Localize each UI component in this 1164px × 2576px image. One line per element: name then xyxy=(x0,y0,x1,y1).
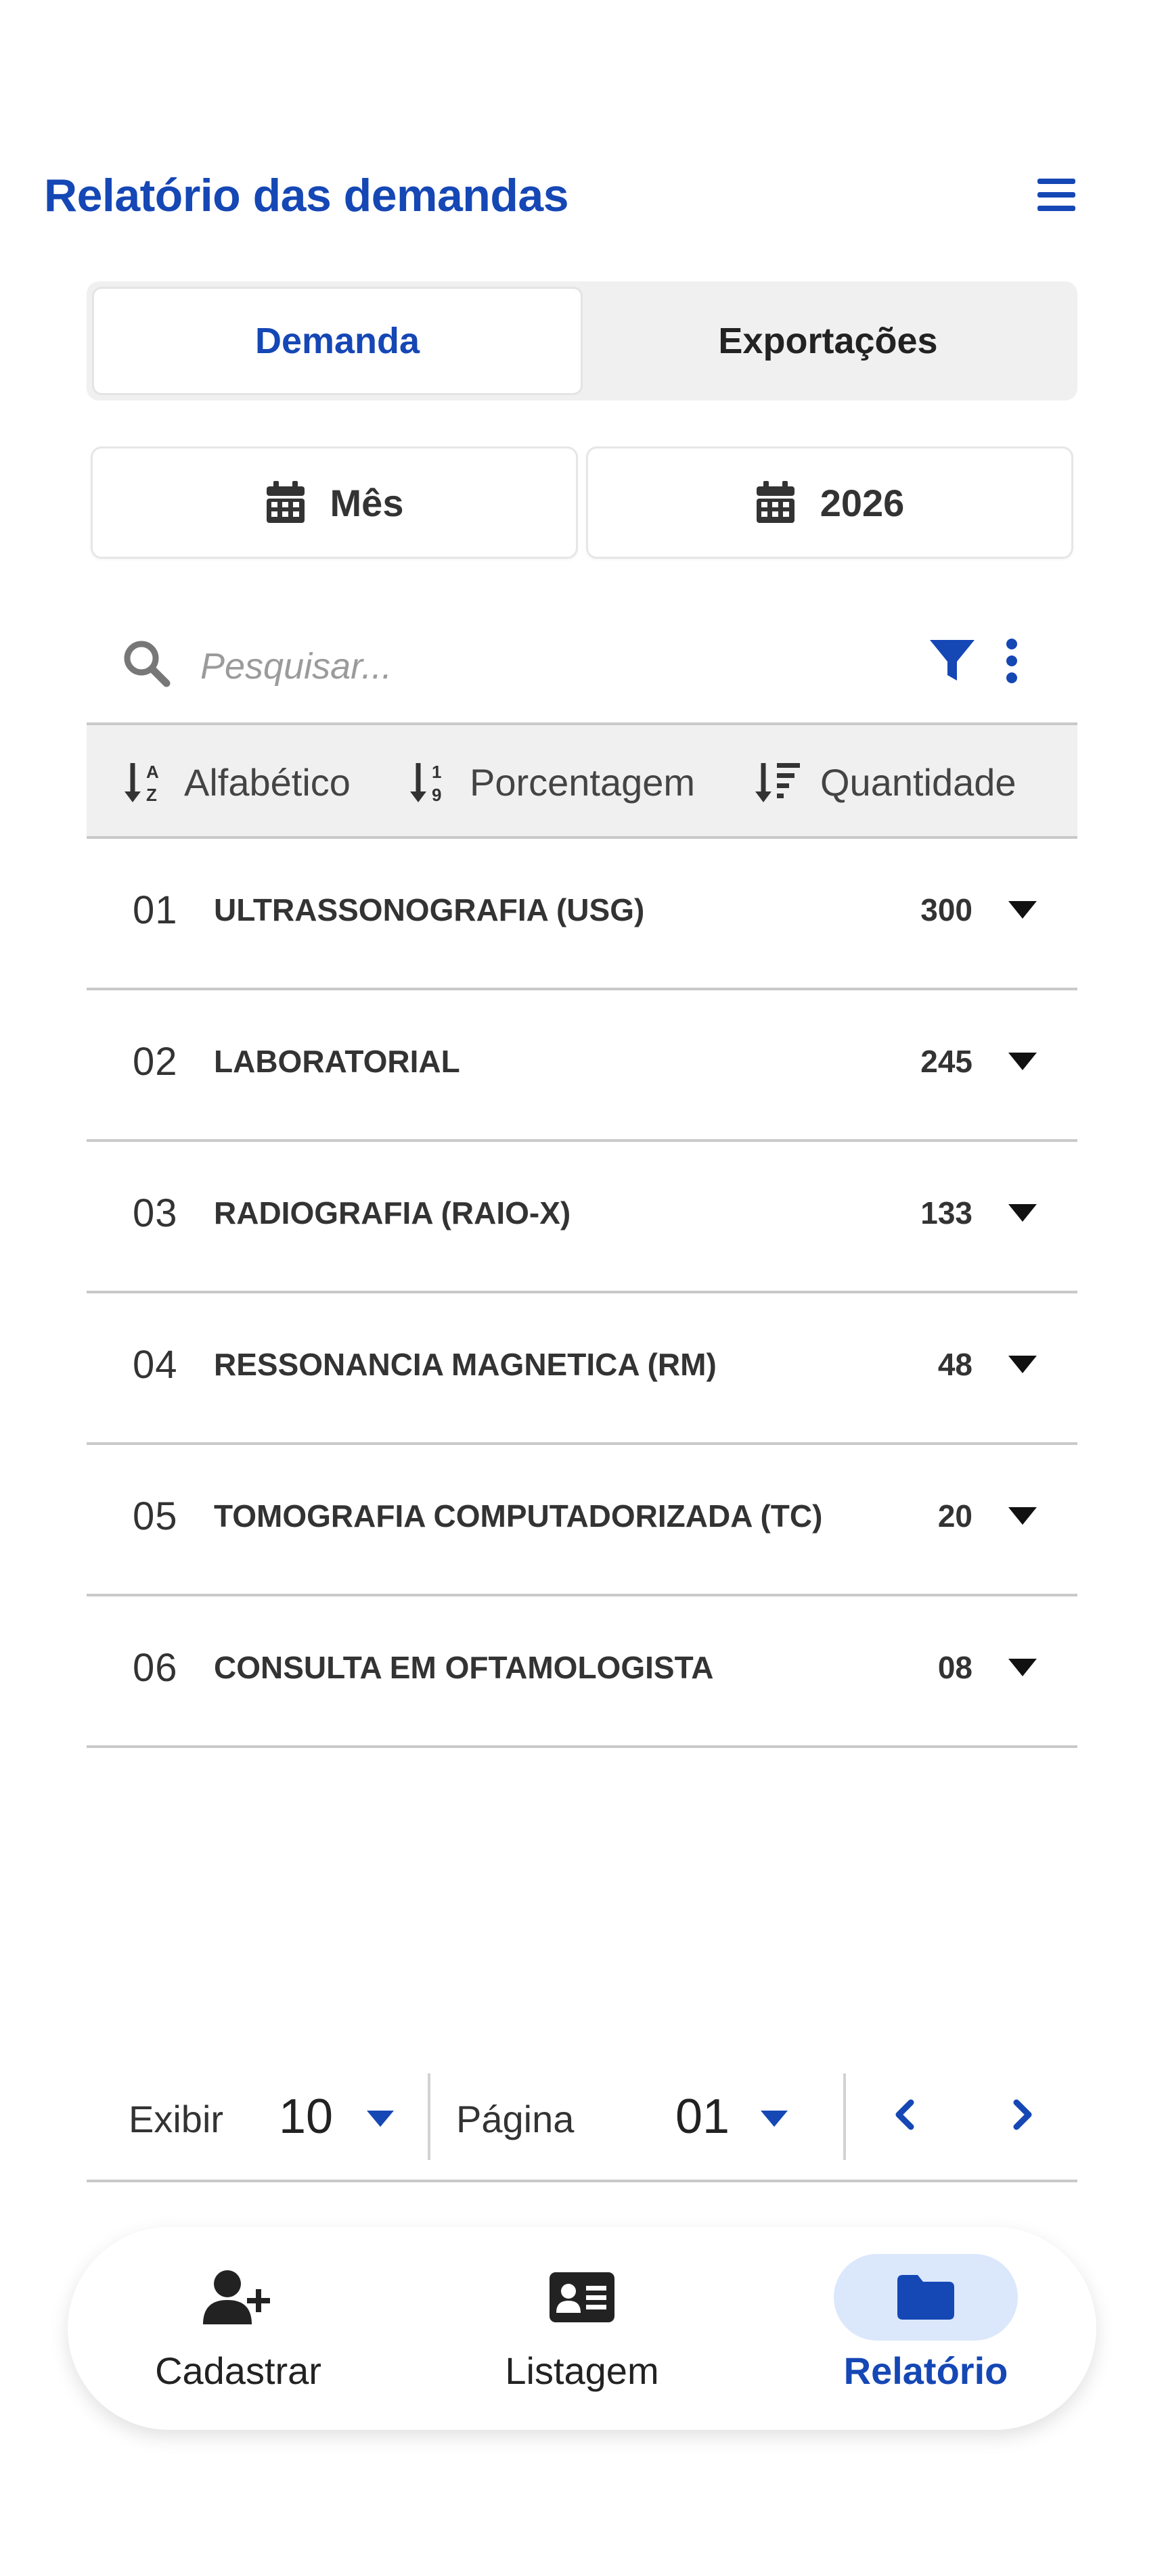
row-quantity: 20 xyxy=(937,1498,972,1534)
divider xyxy=(428,2073,430,2160)
calendar-icon xyxy=(755,481,796,524)
tab-demanda[interactable]: Demanda xyxy=(92,287,583,395)
sort-numeric-icon xyxy=(410,760,452,804)
page-label: Página xyxy=(456,2098,575,2140)
row-quantity: 300 xyxy=(920,892,972,927)
id-card-icon xyxy=(550,2272,614,2322)
month-label: Mês xyxy=(330,481,404,524)
filter-icon[interactable] xyxy=(928,637,976,685)
folder-icon xyxy=(897,2275,954,2320)
pagination-bar xyxy=(87,2056,1077,2182)
segmented-tabs xyxy=(87,281,1077,400)
row-quantity: 48 xyxy=(937,1347,972,1382)
row-name: ULTRASSONOGRAFIA (USG) xyxy=(214,892,645,927)
svg-text:9: 9 xyxy=(432,785,442,804)
caret-down-icon[interactable] xyxy=(1008,1356,1037,1373)
calendar-icon xyxy=(265,481,306,524)
sort-percentage-label: Porcentagem xyxy=(470,760,696,804)
nav-listagem[interactable] xyxy=(447,2254,717,2410)
sort-alpha-icon xyxy=(125,760,166,804)
nav-label: Relatório xyxy=(843,2349,1008,2392)
row-number: 02 xyxy=(133,1040,178,1084)
show-label: Exibir xyxy=(129,2098,224,2140)
row-name: LABORATORIAL xyxy=(214,1044,460,1079)
chevron-left-icon[interactable] xyxy=(885,2094,926,2135)
month-selector[interactable] xyxy=(91,446,578,559)
sort-alphabetical-button[interactable] xyxy=(125,758,351,806)
search-input[interactable] xyxy=(200,639,809,693)
nav-relatorio[interactable] xyxy=(790,2254,1061,2410)
row-name: TOMOGRAFIA COMPUTADORIZADA (TC) xyxy=(214,1498,823,1534)
row-number: 01 xyxy=(133,888,178,932)
page-title: Relatório das demandas xyxy=(44,170,569,221)
sort-bar xyxy=(87,722,1077,839)
sort-amount-icon xyxy=(755,760,803,804)
list-item[interactable] xyxy=(87,1293,1077,1445)
caret-down-icon[interactable] xyxy=(1008,1659,1037,1676)
row-quantity: 245 xyxy=(920,1044,972,1079)
user-plus-icon xyxy=(203,2269,273,2326)
row-number: 06 xyxy=(133,1646,178,1690)
year-label: 2026 xyxy=(820,481,905,524)
bottom-navigation xyxy=(68,2227,1096,2430)
list-item[interactable] xyxy=(87,839,1077,990)
list-item[interactable] xyxy=(87,1142,1077,1293)
list-item[interactable] xyxy=(87,1445,1077,1596)
caret-down-icon[interactable] xyxy=(1008,1507,1037,1525)
nav-label: Listagem xyxy=(505,2349,659,2392)
sort-percentage-button[interactable] xyxy=(410,758,695,806)
row-name: RADIOGRAFIA (RAIO-X) xyxy=(214,1195,571,1230)
sort-alphabetical-label: Alfabético xyxy=(184,760,351,804)
chevron-right-icon[interactable] xyxy=(1002,2094,1042,2135)
row-quantity: 133 xyxy=(920,1195,972,1230)
year-selector[interactable] xyxy=(586,446,1073,559)
nav-label: Cadastrar xyxy=(155,2349,321,2392)
sort-quantity-button[interactable] xyxy=(755,758,1016,806)
row-name: RESSONANCIA MAGNETICA (RM) xyxy=(214,1347,717,1382)
row-name: CONSULTA EM OFTAMOLOGISTA xyxy=(214,1650,714,1685)
row-quantity: 08 xyxy=(937,1650,972,1685)
page-select[interactable]: 01 xyxy=(675,2090,730,2144)
row-number: 05 xyxy=(133,1494,178,1538)
sort-quantity-label: Quantidade xyxy=(820,760,1016,804)
caret-down-icon[interactable] xyxy=(1008,1053,1037,1070)
search-icon xyxy=(122,639,171,687)
row-number: 04 xyxy=(133,1343,178,1387)
show-count-select[interactable]: 10 xyxy=(279,2090,334,2144)
header xyxy=(44,164,1120,226)
caret-down-icon[interactable] xyxy=(1008,1204,1037,1222)
caret-down-icon[interactable] xyxy=(761,2111,788,2127)
svg-text:A: A xyxy=(146,762,159,782)
svg-text:1: 1 xyxy=(432,762,442,782)
nav-cadastrar[interactable] xyxy=(103,2254,374,2410)
caret-down-icon[interactable] xyxy=(367,2111,394,2127)
more-vertical-icon[interactable] xyxy=(1002,637,1022,685)
caret-down-icon[interactable] xyxy=(1008,901,1037,919)
search-bar xyxy=(87,609,1077,724)
row-number: 03 xyxy=(133,1191,178,1235)
divider xyxy=(843,2073,846,2160)
hamburger-menu-icon[interactable] xyxy=(1036,176,1077,214)
list-item[interactable] xyxy=(87,1596,1077,1748)
list-item[interactable] xyxy=(87,990,1077,1142)
svg-text:Z: Z xyxy=(146,785,157,804)
tab-exportacoes[interactable]: Exportações xyxy=(718,321,938,361)
